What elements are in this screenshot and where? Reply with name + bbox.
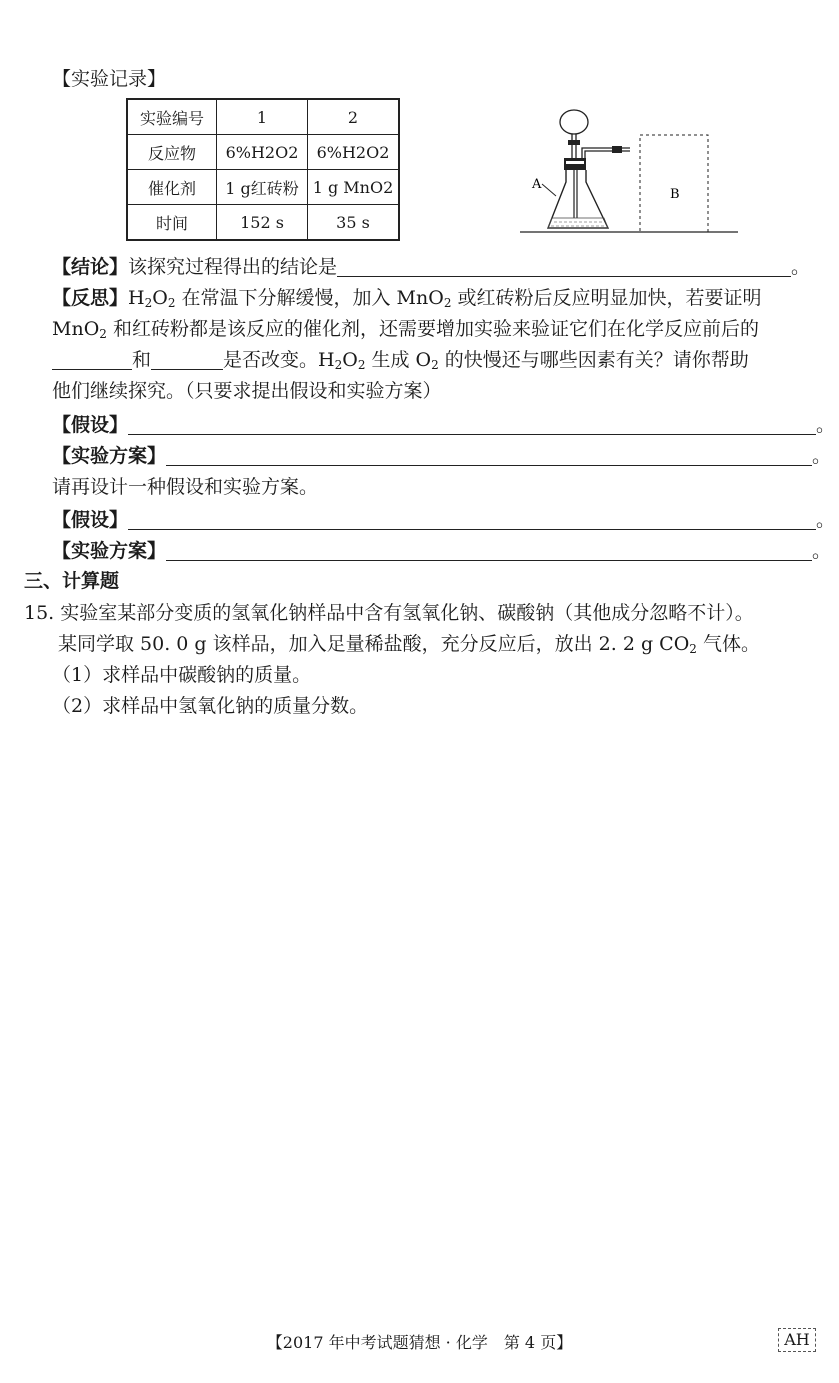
- table-row: [127, 135, 399, 170]
- record-title: 【实验记录】: [52, 68, 167, 90]
- text: MnO: [52, 318, 100, 340]
- q15-part-1: （1）求样品中碳酸钠的质量。: [52, 664, 312, 686]
- delivery-tube: [582, 148, 630, 158]
- section-3-heading: 三、计算题: [24, 570, 120, 592]
- period: 。: [816, 414, 836, 436]
- table-cell: 35 s: [308, 205, 400, 241]
- answer-blank[interactable]: [128, 414, 816, 435]
- answer-blank[interactable]: [166, 540, 812, 561]
- period: 。: [812, 445, 832, 467]
- subscript: 2: [689, 642, 697, 656]
- table-cell: 2: [308, 99, 400, 135]
- plan-1: [52, 443, 831, 469]
- table-cell: 时间: [127, 205, 217, 241]
- text: O: [152, 287, 168, 309]
- hypothesis-head: 【假设】: [52, 414, 129, 436]
- answer-blank[interactable]: [166, 445, 812, 466]
- table-cell: 反应物: [127, 135, 217, 170]
- label-a: A: [532, 177, 542, 192]
- text: 是否改变。H: [223, 349, 335, 371]
- conclusion-line: [52, 254, 810, 280]
- q15-line-1: 15. 实验室某部分变质的氢氧化钠样品中含有氢氧化钠、碳酸钠（其他成分忽略不计）。: [24, 602, 754, 624]
- text: 和: [132, 349, 152, 371]
- plan-head: 【实验方案】: [52, 540, 167, 562]
- table-cell: 催化剂: [127, 170, 217, 205]
- page-footer: 【2017 年中考试题猜想 · 化学 第 4 页】: [266, 1333, 573, 1352]
- table-cell: 1: [217, 99, 308, 135]
- hypothesis-head: 【假设】: [52, 509, 129, 531]
- conclusion-text: 该探究过程得出的结论是: [128, 256, 338, 278]
- table-cell: 6%H2O2: [308, 135, 400, 170]
- text: 生成 O: [365, 349, 432, 371]
- text: 的快慢还与哪些因素有关？请你帮助: [438, 349, 749, 371]
- plan-head: 【实验方案】: [52, 445, 167, 467]
- table-cell: 1 g MnO2: [308, 170, 400, 205]
- period: 。: [816, 509, 836, 531]
- reflection-line-4: 他们继续探究。（只要求提出假设和实验方案）: [52, 380, 442, 402]
- reflection-line-2: [52, 316, 759, 342]
- reflection-line-1: [52, 285, 762, 311]
- table-cell: 1 g红砖粉: [217, 170, 308, 205]
- hypothesis-2: [52, 507, 835, 533]
- text: 某同学取 50. 0 g 该样品，加入足量稀盐酸，充分反应后，放出 2. 2 g CO: [58, 633, 690, 655]
- text: 或红砖粉后反应明显加快，若要证明: [451, 287, 762, 309]
- period: 。: [812, 540, 832, 562]
- experiment-record-table: [126, 98, 400, 241]
- table-cell: 6%H2O2: [217, 135, 308, 170]
- answer-blank[interactable]: [151, 349, 223, 370]
- answer-blank[interactable]: [52, 349, 132, 370]
- funnel-stopcock: [568, 140, 580, 145]
- text: 和红砖粉都是该反应的催化剂，还需要增加实验来验证它们在化学反应前后的: [106, 318, 759, 340]
- subscript: 2: [144, 296, 153, 310]
- design-again-text: 请再设计一种假设和实验方案。: [52, 476, 319, 498]
- reflection-head: 【反思】: [52, 287, 129, 309]
- table-cell: 实验编号: [127, 99, 217, 135]
- subscript: 2: [99, 327, 107, 341]
- plan-2: [52, 538, 831, 564]
- funnel-bulb: [560, 110, 588, 134]
- text: O: [342, 349, 358, 371]
- conclusion-head: 【结论】: [52, 256, 129, 278]
- subscript: 2: [334, 358, 343, 372]
- answer-blank[interactable]: [337, 256, 791, 277]
- table-cell: 152 s: [217, 205, 308, 241]
- answer-blank[interactable]: [128, 509, 816, 530]
- table-row: [127, 170, 399, 205]
- subscript: 2: [357, 358, 366, 372]
- label-b: B: [670, 187, 680, 202]
- subscript: 2: [431, 358, 439, 372]
- table-row: [127, 205, 399, 241]
- dashed-box-b: [640, 135, 708, 232]
- apparatus-diagram: [520, 100, 745, 240]
- period: 。: [791, 256, 811, 278]
- table-row: [127, 99, 399, 135]
- q15-part-2: （2）求样品中氢氧化钠的质量分数。: [52, 695, 369, 717]
- reflection-line-3: [52, 347, 749, 373]
- region-badge: AH: [778, 1328, 816, 1352]
- q15-line-2: [58, 631, 760, 657]
- text: H: [128, 287, 145, 309]
- rubber-clamp: [612, 146, 622, 153]
- text: 气体。: [696, 633, 760, 655]
- subscript: 2: [443, 296, 452, 310]
- hypothesis-1: [52, 412, 835, 438]
- subscript: 2: [167, 296, 176, 310]
- conical-flask: [548, 170, 608, 228]
- text: 在常温下分解缓慢，加入 MnO: [175, 287, 444, 309]
